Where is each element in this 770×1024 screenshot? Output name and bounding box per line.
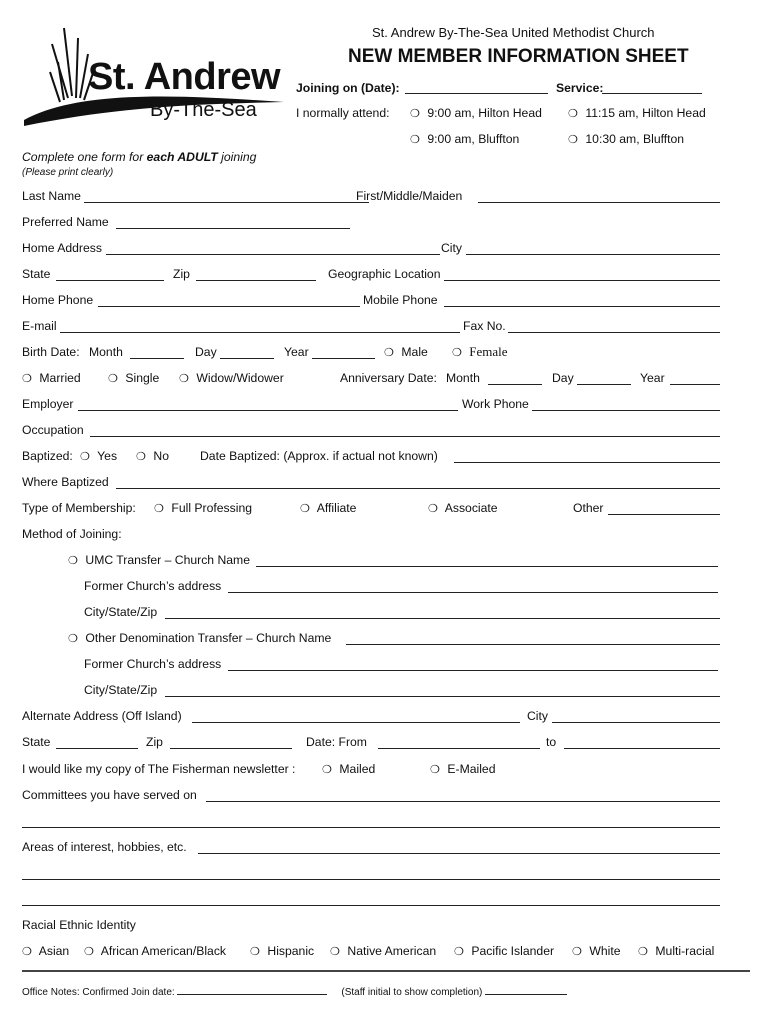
label-employer: Employer (22, 397, 74, 411)
checkbox-icon: ❍ (430, 763, 440, 776)
row-alt-address (22, 709, 720, 727)
checkbox-icon: ❍ (452, 346, 462, 359)
label-anniv-year: Year (640, 371, 665, 385)
geo-location-field[interactable] (444, 267, 720, 281)
state-field[interactable] (56, 267, 164, 281)
birth-day-field[interactable] (220, 345, 274, 359)
office-notes (22, 984, 567, 998)
row-where-baptized (22, 475, 720, 493)
label-baptized: Baptized: (22, 449, 73, 463)
service-field[interactable] (602, 80, 702, 94)
label-method-joining: Method of Joining: (22, 527, 122, 541)
umc-transfer-option[interactable]: ❍ UMC Transfer – Church Name (68, 553, 250, 567)
checkbox-icon: ❍ (572, 945, 582, 958)
row-employer (22, 397, 720, 415)
label-membership-type: Type of Membership: (22, 501, 136, 515)
label-preferred-name: Preferred Name (22, 215, 109, 229)
checkbox-icon: ❍ (454, 945, 464, 958)
checkbox-icon: ❍ (410, 107, 420, 120)
label-interests: Areas of interest, hobbies, etc. (22, 840, 187, 854)
label-mobile-phone: Mobile Phone (363, 293, 438, 307)
label-umc-former-address: Former Church’s address (84, 579, 222, 593)
label-birth-day: Day (195, 345, 217, 359)
service-label: Service: (556, 81, 604, 95)
birth-year-field[interactable] (312, 345, 375, 359)
checkbox-icon: ❍ (136, 450, 146, 463)
baptized-yes-option[interactable]: ❍ Yes (80, 449, 118, 463)
label-first-name: First/Middle/Maiden (356, 189, 463, 203)
row-baptized (22, 449, 720, 467)
row-interests-2 (22, 866, 720, 884)
row-state (22, 267, 720, 285)
checkbox-icon: ❍ (68, 554, 78, 567)
row-occupation (22, 423, 720, 441)
form-title: NEW MEMBER INFORMATION SHEET (348, 46, 689, 67)
race-multi-racial-option[interactable]: ❍ Multi-racial (638, 944, 715, 958)
joining-date-field[interactable] (405, 80, 548, 94)
label-fax: Fax No. (463, 319, 506, 333)
label-racial-identity: Racial Ethnic Identity (22, 918, 136, 932)
widow-option[interactable]: ❍ Widow/Widower (179, 371, 284, 385)
work-phone-field[interactable] (532, 397, 720, 411)
umc-city-state-zip-field[interactable] (165, 605, 720, 619)
label-anniv-day: Day (552, 371, 574, 385)
row-birth (22, 345, 720, 363)
checkbox-icon: ❍ (84, 945, 94, 958)
row-other-denom (22, 631, 720, 649)
row-umc-transfer (22, 553, 720, 571)
other-city-state-zip-field[interactable] (165, 683, 720, 697)
male-option[interactable]: ❍ Male (384, 345, 428, 359)
row-other-address (22, 657, 720, 675)
label-alt-zip: Zip (146, 735, 163, 749)
label-city: City (441, 241, 462, 255)
label-umc-city-state-zip: City/State/Zip (84, 605, 158, 619)
service-option-hh-1115[interactable]: ❍ 11:15 am, Hilton Head (568, 106, 706, 120)
row-preferred (22, 215, 720, 233)
checkbox-icon: ❍ (384, 346, 394, 359)
race-african-american-option[interactable]: ❍ African American/Black (84, 944, 227, 958)
anniv-day-field[interactable] (577, 371, 631, 385)
print-note: (Please print clearly) (22, 167, 114, 178)
alt-state-field[interactable] (56, 735, 138, 749)
affiliate-option[interactable]: ❍ Affiliate (300, 501, 357, 515)
home-phone-field[interactable] (98, 293, 360, 307)
attend-label: I normally attend: (296, 106, 390, 120)
checkbox-icon: ❍ (22, 945, 32, 958)
joining-label: Joining on (Date): (296, 81, 400, 95)
label-zip: Zip (173, 267, 190, 281)
row-alt-state (22, 735, 720, 753)
anniv-month-field[interactable] (488, 371, 542, 385)
label-birth-month: Month (89, 345, 123, 359)
checkbox-icon: ❍ (80, 450, 90, 463)
race-asian-option[interactable]: ❍ Asian (22, 944, 70, 958)
row-method (22, 527, 720, 545)
label-alt-address: Alternate Address (Off Island) (22, 709, 182, 723)
row-interests (22, 840, 720, 858)
checkbox-icon: ❍ (330, 945, 340, 958)
row-racial-label (22, 918, 720, 936)
other-field[interactable] (608, 501, 720, 515)
label-alt-city: City (527, 709, 548, 723)
mailed-option[interactable]: ❍ Mailed (322, 762, 376, 776)
checkbox-icon: ❍ (322, 763, 332, 776)
label-staff-initial: (Staff initial to show completion) (341, 987, 483, 998)
date-baptized-field[interactable] (454, 449, 720, 463)
umc-former-address-field[interactable] (228, 579, 718, 593)
label-last-name: Last Name (22, 189, 81, 203)
row-address (22, 241, 720, 259)
label-geo-location: Geographic Location (328, 267, 441, 281)
emailed-option[interactable]: ❍ E-Mailed (430, 762, 496, 776)
church-name: St. Andrew By-The-Sea United Methodist Church (372, 25, 655, 40)
preferred-name-field[interactable] (116, 215, 350, 229)
email-field[interactable] (60, 319, 460, 333)
logo-subtext: By-The-Sea (150, 99, 257, 121)
label-alt-state: State (22, 735, 51, 749)
other-former-address-field[interactable] (228, 657, 718, 671)
row-umc-address (22, 579, 720, 597)
zip-field[interactable] (196, 267, 316, 281)
associate-option[interactable]: ❍ Associate (428, 501, 498, 515)
row-committees (22, 788, 720, 806)
race-native-american-option[interactable]: ❍ Native American (330, 944, 437, 958)
staff-initial-field[interactable] (485, 984, 567, 995)
label-state: State (22, 267, 51, 281)
label-birth-year: Year (284, 345, 309, 359)
other-denom-option[interactable]: ❍ Other Denomination Transfer – Church Name (68, 631, 332, 645)
interests-field-3[interactable] (22, 892, 720, 906)
baptized-no-option[interactable]: ❍ No (136, 449, 169, 463)
date-to-field[interactable] (564, 735, 720, 749)
logo-text: St. Andrew (88, 56, 281, 98)
anniv-year-field[interactable] (670, 371, 720, 385)
label-where-baptized: Where Baptized (22, 475, 109, 489)
row-other-csz (22, 683, 720, 701)
label-anniversary: Anniversary Date: (340, 371, 437, 385)
committees-field[interactable] (206, 788, 720, 802)
label-date-from: Date: From (306, 735, 367, 749)
employer-field[interactable] (78, 397, 458, 411)
checkbox-icon: ❍ (179, 372, 189, 385)
date-from-field[interactable] (378, 735, 540, 749)
fax-field[interactable] (508, 319, 720, 333)
row-fisherman (22, 762, 720, 780)
interests-field-2[interactable] (22, 866, 720, 880)
checkbox-icon: ❍ (22, 372, 32, 385)
alt-zip-field[interactable] (170, 735, 292, 749)
female-option[interactable]: ❍ Female (452, 344, 508, 359)
label-occupation: Occupation (22, 423, 84, 437)
service-option-hh-900[interactable]: ❍ 9:00 am, Hilton Head (410, 106, 542, 120)
label-other: Other (573, 501, 604, 515)
label-confirmed-join: Office Notes: Confirmed Join date: (22, 987, 175, 998)
last-name-field[interactable] (84, 189, 369, 203)
umc-church-name-field[interactable] (256, 553, 718, 567)
alt-address-field[interactable] (192, 709, 520, 723)
row-interests-3 (22, 892, 720, 910)
checkbox-icon: ❍ (108, 372, 118, 385)
home-address-field[interactable] (106, 241, 440, 255)
label-work-phone: Work Phone (462, 397, 529, 411)
intro-text: Complete one form for each ADULT joining (22, 150, 257, 164)
checkbox-icon: ❍ (154, 502, 164, 515)
checkbox-icon: ❍ (250, 945, 260, 958)
checkbox-icon: ❍ (568, 107, 578, 120)
mobile-phone-field[interactable] (444, 293, 720, 307)
first-name-field[interactable] (478, 189, 720, 203)
service-option-bl-1030[interactable]: ❍ 10:30 am, Bluffton (568, 132, 685, 146)
full-professing-option[interactable]: ❍ Full Professing (154, 501, 252, 515)
checkbox-icon: ❍ (300, 502, 310, 515)
occupation-field[interactable] (90, 423, 720, 437)
label-other-former-address: Former Church’s address (84, 657, 222, 671)
married-option[interactable]: ❍ Married (22, 371, 81, 385)
checkbox-icon: ❍ (68, 632, 78, 645)
row-membership (22, 501, 720, 519)
committees-field-2[interactable] (22, 814, 720, 828)
race-pacific-islander-option[interactable]: ❍ Pacific Islander (454, 944, 555, 958)
where-baptized-field[interactable] (116, 475, 720, 489)
race-white-option[interactable]: ❍ White (572, 944, 621, 958)
label-birth-date: Birth Date: (22, 345, 80, 359)
label-date-to: to (546, 735, 557, 749)
checkbox-icon: ❍ (428, 502, 438, 515)
row-marital (22, 371, 720, 389)
alt-city-field[interactable] (552, 709, 720, 723)
row-name (22, 189, 720, 207)
checkbox-icon: ❍ (568, 133, 578, 146)
label-anniv-month: Month (446, 371, 480, 385)
service-option-bl-900[interactable]: ❍ 9:00 am, Bluffton (410, 132, 520, 146)
label-date-baptized: Date Baptized: (Approx. if actual not known) (200, 449, 438, 463)
interests-field[interactable] (198, 840, 720, 854)
row-umc-csz (22, 605, 720, 623)
confirmed-join-date-field[interactable] (177, 984, 327, 995)
label-email: E-mail (22, 319, 57, 333)
checkbox-icon: ❍ (410, 133, 420, 146)
label-other-city-state-zip: City/State/Zip (84, 683, 158, 697)
city-field[interactable] (466, 241, 720, 255)
row-phone (22, 293, 720, 311)
row-racial-options (22, 944, 720, 962)
single-option[interactable]: ❍ Single (108, 371, 160, 385)
other-church-name-field[interactable] (346, 631, 720, 645)
checkbox-icon: ❍ (638, 945, 648, 958)
race-hispanic-option[interactable]: ❍ Hispanic (250, 944, 315, 958)
divider (22, 970, 750, 972)
label-home-address: Home Address (22, 241, 102, 255)
label-fisherman: I would like my copy of The Fisherman newsletter : (22, 762, 296, 776)
row-committees-2 (22, 814, 720, 832)
birth-month-field[interactable] (130, 345, 184, 359)
label-home-phone: Home Phone (22, 293, 94, 307)
label-committees: Committees you have served on (22, 788, 197, 802)
row-email (22, 319, 720, 337)
